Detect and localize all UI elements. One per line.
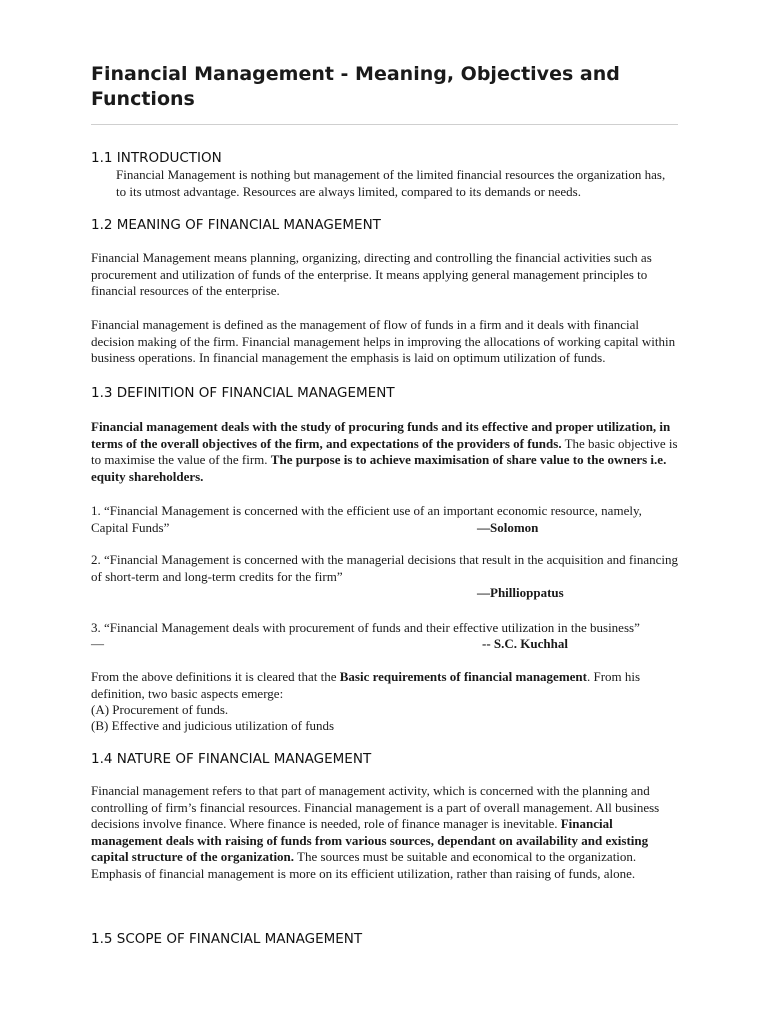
definition-3-text: 3. “Financial Management deals with procurement of funds and their effective utilization in the business” xyxy=(91,620,640,635)
definition-2-author: —Phillioppatus xyxy=(477,585,564,600)
meaning-paragraph-1: Financial Management means planning, organizing, directing and controlling the financial activities such as procurement and utilization of funds of the enterprise. It means applying general management principles to financial resources of the enterprise. xyxy=(91,250,652,298)
section-heading-introduction: 1.1 INTRODUCTION xyxy=(91,150,222,166)
definition-3-dash: — xyxy=(91,636,104,651)
section-heading-meaning: 1.2 MEANING OF FINANCIAL MANAGEMENT xyxy=(91,217,381,233)
definition-intro-normal: The basic objective is to maximise the value of the firm. xyxy=(91,435,678,467)
definition-summary-post: . From his definition, two basic aspects emerge: xyxy=(91,669,641,701)
aspect-b: (B) Effective and judicious utilization of funds xyxy=(91,718,335,733)
definition-summary-pre: From the above definitions it is cleared that the xyxy=(91,669,340,684)
definition-intro-bold-2: The purpose is to achieve maximisation of share value to the owners i.e. equity shareholders. xyxy=(91,452,667,484)
section-heading-definition: 1.3 DEFINITION OF FINANCIAL MANAGEMENT xyxy=(91,385,395,401)
definition-intro-paragraph xyxy=(91,419,681,485)
aspect-a: (A) Procurement of funds. xyxy=(91,702,229,717)
section-heading-nature: 1.4 NATURE OF FINANCIAL MANAGEMENT xyxy=(91,751,372,767)
definition-intro-bold-1: Financial management deals with the study of procuring funds and its effective and proper utilization, in terms of the overall objectives of the firm, and expectations of the providers of funds. xyxy=(91,419,671,451)
page-title: Financial Management - Meaning, Objectives and Functions xyxy=(91,63,620,110)
definition-summary-bold: Basic requirements of financial management xyxy=(339,669,587,684)
section-heading-scope: 1.5 SCOPE OF FINANCIAL MANAGEMENT xyxy=(91,931,363,947)
definition-1-text: 1. “Financial Management is concerned with the efficient use of an important economic resource, namely, Capital Funds” xyxy=(91,503,642,535)
nature-normal-2: The sources must be suitable and economical to the organization. Emphasis of financial management is more on its efficient utilization, rather than raising of funds, alone. xyxy=(91,849,637,881)
nature-paragraph xyxy=(91,783,681,882)
nature-bold: Financial management deals with raising of funds from various sources, dependant on availability and existing capital structure of the organization. xyxy=(91,816,649,864)
title-divider xyxy=(91,124,678,125)
definition-2-text: 2. “Financial Management is concerned with the managerial decisions that result in the acquisition and financing of short-term and long-term credits for the firm” xyxy=(91,552,678,584)
meaning-paragraph-2: Financial management is defined as the management of flow of funds in a firm and it deals with financial decision making of the firm. Financial management helps in improving the allocations of working capital within business operations. In financial management the emphasis is laid on optimum utilization of funds. xyxy=(91,317,676,365)
definition-1-author: —Solomon xyxy=(477,520,539,535)
nature-normal-1: Financial management refers to that part of management activity, which is concerned with the planning and controlling of firm’s financial resources. Financial management is a part of overall management. All business decisions involve finance. Where finance is needed, role of finance manager is inevitable. xyxy=(91,783,660,831)
introduction-paragraph: Financial Management is nothing but management of the limited financial resources the organization has, to its utmost advantage. Resources are always limited, compared to its demands or needs. xyxy=(116,167,666,199)
definition-3-author: -- S.C. Kuchhal xyxy=(482,636,568,651)
definition-summary-paragraph xyxy=(91,669,681,702)
